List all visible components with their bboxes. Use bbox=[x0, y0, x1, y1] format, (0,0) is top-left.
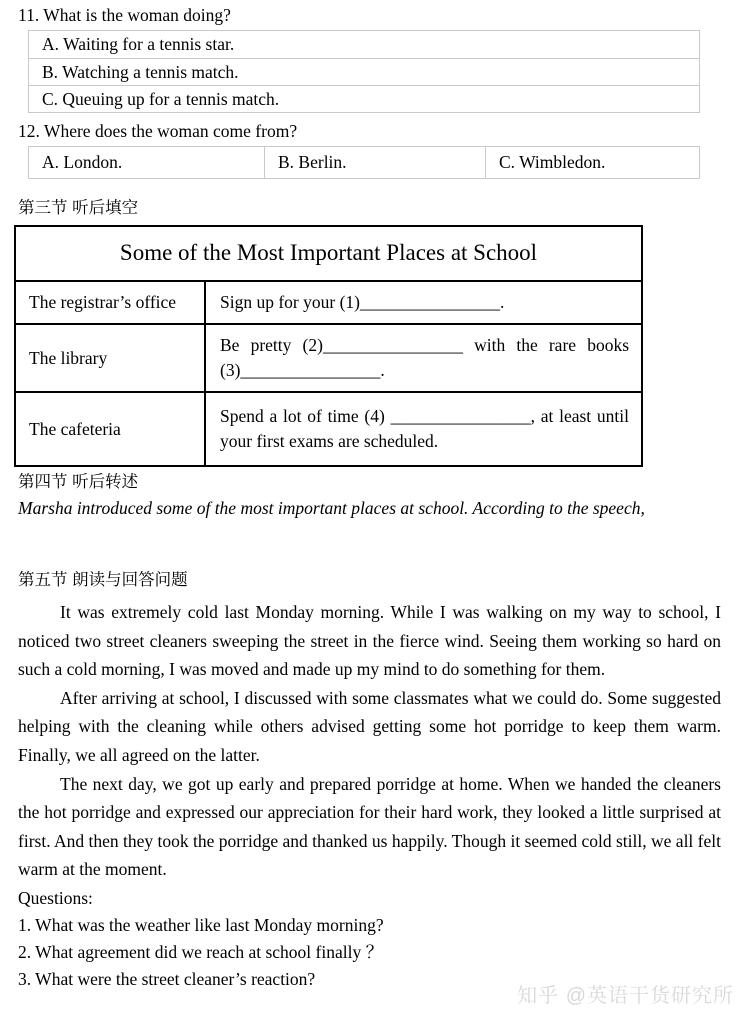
section-5-heading: 第五节 朗读与回答问题 bbox=[18, 571, 188, 589]
table-info-cell bbox=[206, 282, 641, 323]
passage-paragraph-3: The next day, we got up early and prepared porridge at home. When we handed the cleaners the hot porridge and expressed our appreciation for their hard work, they looked a little surprised at first. And then they took the porridge and thanked us happily. Though it seemed cold still, we all felt warm at the moment. bbox=[18, 773, 721, 880]
table-title: Some of the Most Important Places at School bbox=[119, 240, 538, 265]
table-info-cell bbox=[206, 393, 641, 465]
question-12-text: 12. Where does the woman come from? bbox=[18, 121, 298, 141]
section-3-heading: 第三节 听后填空 bbox=[18, 199, 139, 217]
fill-blank-table bbox=[14, 225, 643, 467]
question-12-options-box bbox=[28, 146, 700, 179]
question-11-option-a: A. Waiting for a tennis star. bbox=[42, 34, 235, 54]
zhihu-watermark: 知乎 @英语干货研究所 bbox=[517, 985, 734, 1007]
question-12-option-c: C. Wimbledon. bbox=[485, 147, 699, 178]
table-place-cell: The cafeteria bbox=[16, 393, 206, 465]
retell-prompt: Marsha introduced some of the most important places at school. According to the speech, bbox=[18, 498, 645, 518]
reading-question-1: 1. What was the weather like last Monday morning? bbox=[18, 914, 384, 935]
passage-paragraph-1: It was extremely cold last Monday morning. While I was walking on my way to school, I noticed two street cleaners sweeping the street in the fierce wind. Seeing them working so hard on such a cold morning, I was moved and made up my mind to do something for them. bbox=[18, 602, 721, 680]
question-12-option-a: A. London. bbox=[42, 152, 123, 172]
question-11-option-c: C. Queuing up for a tennis match. bbox=[29, 85, 699, 112]
table-place-cell: The registrar’s office bbox=[16, 282, 206, 323]
question-12-option-b: B. Berlin. bbox=[264, 147, 485, 178]
question-11-text: 11. What is the woman doing? bbox=[18, 5, 231, 25]
question-11-options-box bbox=[28, 30, 700, 113]
table-place-cell: The library bbox=[16, 325, 206, 391]
section-4-heading: 第四节 听后转述 bbox=[18, 473, 139, 491]
table-info-cell bbox=[206, 325, 641, 391]
passage-paragraph-2: After arriving at school, I discussed with some classmates what we could do. Some suggested helping with the cleaning while others advised getting some hot porridge to keep them warm. Finally, we all agreed on the latter. bbox=[18, 687, 721, 765]
table-info-text: Be pretty (2)________________ with the rare books (3)________________. bbox=[220, 335, 629, 380]
table-row bbox=[16, 323, 641, 391]
questions-label: Questions: bbox=[18, 887, 93, 908]
table-row bbox=[16, 280, 641, 323]
reading-question-2: 2. What agreement did we reach at school finally ？ bbox=[18, 941, 384, 962]
question-11-option-b: B. Watching a tennis match. bbox=[29, 58, 699, 85]
table-info-text: Spend a lot of time (4) ________________, at least until your first exams are scheduled. bbox=[220, 406, 629, 451]
table-info-text: Sign up for your (1)________________. bbox=[220, 292, 505, 312]
table-row bbox=[16, 391, 641, 465]
reading-question-3: 3. What were the street cleaner’s reaction? bbox=[18, 968, 316, 989]
